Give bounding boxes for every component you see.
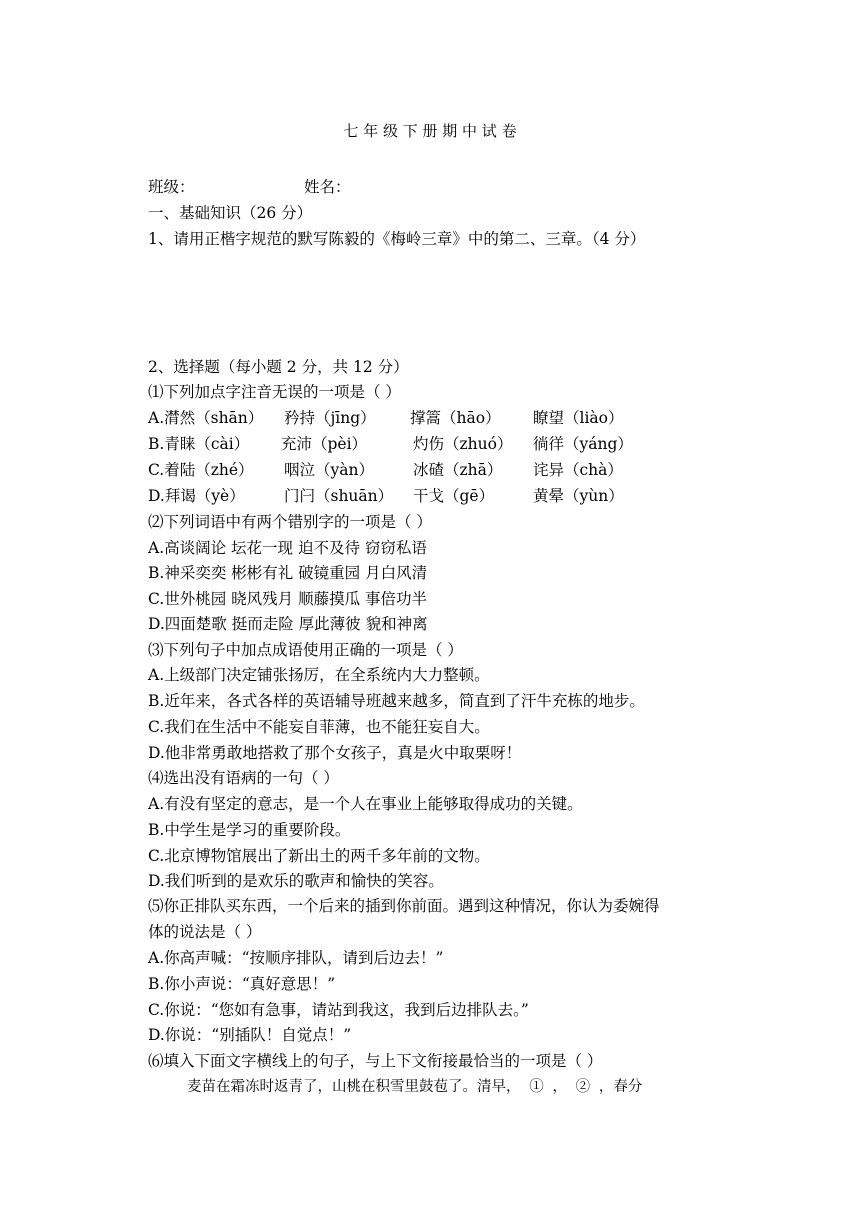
option-cell: A.潸然（shān） [148,409,264,427]
option-line: B.中学生是学习的重要阶段。 [148,821,351,839]
sub-question-stem: ⑸你正排队买东西，一个后来的插到你前面。遇到这种情况，你认为委婉得 [148,897,660,915]
sub-question-stem: ⑷选出没有语病的一句（ ） [148,769,339,787]
option-cell: 诧异（chà） [533,461,623,479]
page-title: 七 年 级 下 册 期 中 试 卷 [343,122,517,140]
option-cell: 瞭望（liào） [533,409,624,427]
option-cell: 咽泣（yàn） [284,461,374,479]
option-cell: 充沛（pèi） [281,435,368,453]
option-line: B.神采奕奕 彬彬有礼 破镜重园 月白风清 [148,564,428,582]
question-1: 1、请用正楷字规范的默写陈毅的《梅岭三章》中的第二、三章。（4 分） [148,230,646,248]
option-cell: 干戈（gē） [413,487,495,505]
option-line: C.你说：“您如有急事，请站到我这，我到后边排队去。” [148,1001,529,1019]
sub-question-stem: ⑹填入下面文字横线上的句子，与上下文衔接最恰当的一项是（ ） [148,1052,603,1070]
sub-question-stem: ⑴下列加点字注音无误的一项是（ ） [148,383,401,401]
option-cell: 冰碴（zhā） [413,461,503,479]
option-line: D.他非常勇敢地搭救了那个女孩子，真是火中取栗呀！ [148,744,522,762]
sub-question-stem: ⑵下列词语中有两个错别字的一项是（ ） [148,513,432,531]
option-line: B.你小声说：“真好意思！” [148,975,336,993]
option-line: A.上级部门决定铺张扬厉，在全系统内大力整顿。 [148,666,490,684]
option-line: A.你高声喊：“按顺序排队，请到后边去！” [148,949,444,967]
option-cell: 徜徉（yáng） [533,435,633,453]
option-cell: 撑篙（hāo） [410,409,501,427]
option-line: B.近年来，各式各样的英语辅导班越来越多，简直到了汗牛充栋的地步。 [148,692,645,710]
option-cell: 门闩（shuān） [284,487,394,505]
option-line: D.你说：“别插队！自觉点！” [148,1026,352,1044]
option-cell: D.拜谒（yè） [148,487,245,505]
option-cell: 灼伤（zhuó） [413,435,513,453]
option-cell: C.着陆（zhé） [148,461,254,479]
option-line: A.有没有坚定的意志，是一个人在事业上能够取得成功的关键。 [148,795,583,813]
option-line: D.我们听到的是欢乐的歌声和愉快的笑容。 [148,872,444,890]
section-heading: 一、基础知识（26 分） [148,204,313,222]
option-cell: 黄晕（yùn） [533,487,624,505]
name-label: 姓名： [304,178,351,196]
option-line: D.四面楚歌 挺而走险 厚此薄彼 貌和神离 [148,615,428,633]
sub-question-stem-continued: 体的说法是（ ） [148,923,262,941]
option-line: C.我们在生活中不能妄自菲薄，也不能狂妄自大。 [148,718,490,736]
option-line: C.世外桃园 晓风残月 顺藤摸瓜 事倍功半 [148,590,428,608]
option-line: A.高谈阔论 坛花一现 迫不及待 窃窃私语 [148,539,427,557]
sub-question-stem: ⑶下列句子中加点成语使用正确的一项是（ ） [148,641,463,659]
option-cell: B.青睐（cài） [148,435,250,453]
passage-text: 麦苗在霜冻时返青了，山桃在积雪里鼓苞了。清早， ① ， ② ，春分 [187,1079,643,1095]
option-cell: 矜持（jīng） [284,409,376,427]
question-2-heading: 2、选择题（每小题 2 分，共 12 分） [148,358,409,376]
option-line: C.北京博物馆展出了新出土的两千多年前的文物。 [148,847,490,865]
class-label: 班级： [148,178,195,196]
